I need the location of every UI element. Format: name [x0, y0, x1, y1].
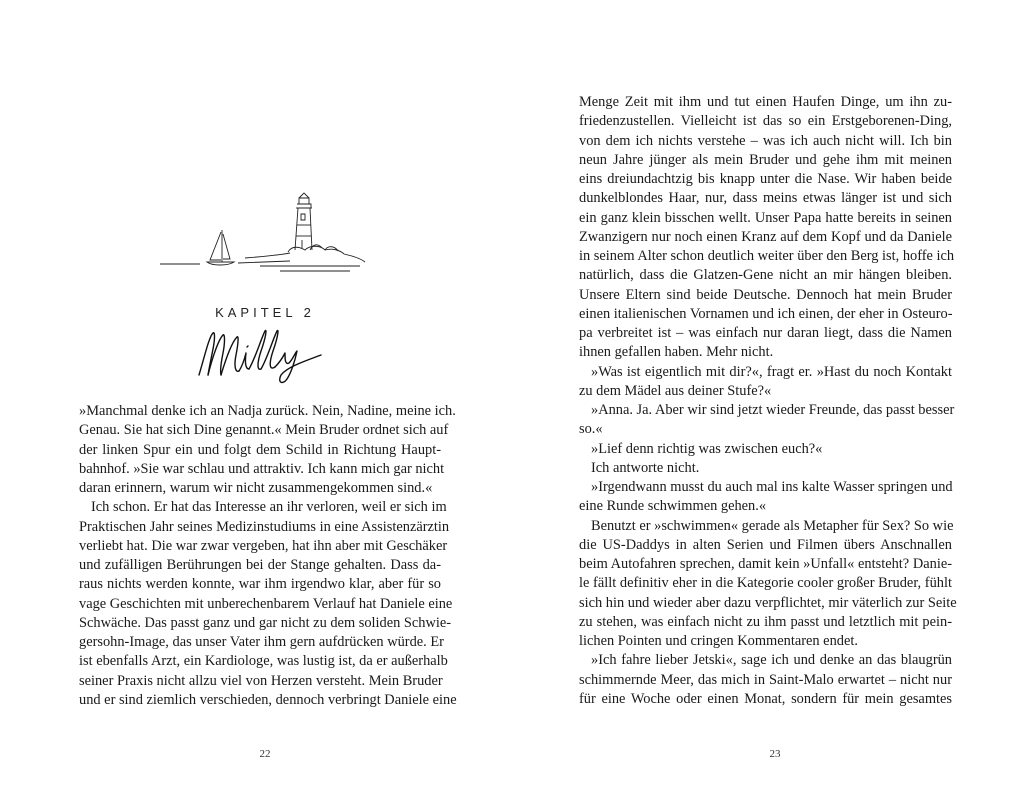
text-line: Menge Zeit mit ihm und tut einen Haufen Dinge, um ihn zu- [579, 94, 952, 110]
text-line: ihnen gefallen haben. Mehr nicht. [579, 344, 774, 361]
page-number: 23 [769, 748, 781, 760]
text-line: ein ganz klein bisschen wellt. Unser Papa hatte bereits in seinen [579, 209, 952, 226]
text-line: »Anna. Ja. Aber wir sind jetzt wieder Freunde, das passt besser [591, 402, 955, 418]
text-line: sich hin und wieder aber dazu verpflichtet, mir väterlich zur Seite [579, 594, 957, 611]
text-line: neun Jahre jünger als mein Bruder und gehe ihm mit meinen [579, 151, 952, 168]
text-line: Genau. Sie hat sich Dine genannt.« Mein Bruder ordnet sich auf [79, 422, 449, 439]
chapter-label: KAPITEL 2 [215, 305, 315, 320]
text-line: der linken Spur ein und folgt dem Schild in Richtung Haupt- [79, 441, 441, 458]
text-line: »Lief denn richtig was zwischen euch?« [591, 440, 823, 457]
text-line: lichen Pointen und cringen Kommentaren endet. [579, 633, 858, 649]
text-line: seiner Praxis nicht allzu viel von Herzen versteht. Mein Bruder [79, 672, 443, 689]
text-line: zu dem Mädel aus deiner Stufe?« [579, 382, 772, 399]
left-page-text [79, 402, 457, 710]
text-line: »Was ist eigentlich mit dir?«, fragt er. »Hast du noch Kontakt [591, 363, 952, 380]
text-line: für eine Woche oder einen Monat, sondern für mein gesamtes [579, 690, 952, 707]
text-line: »Irgendwann musst du auch mal ins kalte Wasser springen und [591, 479, 953, 495]
text-line: Schwäche. Das passt ganz und gar nicht zu dem soliden Schwie- [79, 614, 452, 631]
text-line: daran erinnern, warum wir nicht zusammengekommen sind.« [79, 480, 433, 496]
text-line: beim Autofahren sprechen, damit kein »Unfall« entsteht? Danie- [579, 556, 952, 572]
text-line: dunkelblondes Haar, nur, dass meins etwas länger ist und sich [579, 190, 952, 207]
text-line: Ich schon. Er hat das Interesse an ihr verloren, weil er sich im [91, 499, 447, 516]
text-line: raus nichts werden konnte, war ihm irgendwo klar, aber für so [79, 576, 441, 593]
text-line: so.« [579, 421, 603, 438]
text-line: einen italienischen Vornamen und ich einen, der eher in Osteuro- [579, 305, 953, 322]
right-page [510, 0, 1020, 812]
text-line: »Manchmal denke ich an Nadja zurück. Nein, Nadine, meine ich. [79, 403, 456, 419]
text-line: gersohn-Image, das unser Vater ihm gern aufdrücken würde. Er [79, 634, 444, 650]
text-line: schimmernde Meer, das mich in Saint-Malo erwartet – nicht nur [579, 671, 952, 688]
text-line: bahnhof. »Sie war schlau und attraktiv. Ich kann mich gar nicht [79, 460, 445, 477]
text-line: pa verbreitet ist – was einfach nur daran liegt, dass die Namen [579, 325, 952, 341]
text-line: Praktischen Jahr seines Medizinstudiums in eine Assistenzärztin [79, 518, 450, 535]
page-number: 22 [259, 748, 271, 760]
text-line: Unsere Eltern sind beide Deutsche. Dennoch hat mein Bruder [579, 286, 952, 303]
right-page-text [579, 93, 957, 709]
text-line: natürlich, dass die Glatzen-Gene nicht an mir hängen bleiben. [579, 267, 952, 284]
text-line: Ich antworte nicht. [591, 459, 700, 476]
signature-glyph [195, 325, 325, 385]
text-line: die US-Daddys in alten Serien und Filmen übers Anschnallen [579, 536, 952, 553]
text-line: Benutzt er »schwimmen« gerade als Metapher für Sex? So wie [591, 517, 954, 534]
lighthouse-sailboat-illustration [160, 190, 370, 275]
text-line: von dem ich nichts verstehe – was ich auch nicht will. Ich bin [579, 132, 952, 149]
text-line: verliebt hat. Die war zwar vergeben, hat ihn aber mit Geschäker [79, 537, 448, 554]
text-line: und zufälligen Berührungen bei der Stange gehalten. Dass da- [79, 557, 441, 573]
text-line: Zwanzigern nur noch einen Kranz auf dem Kopf und da Daniele [579, 228, 952, 245]
text-line: »Ich fahre lieber Jetski«, sage ich und denke an das blaugrün [591, 652, 952, 669]
text-line: ist ebenfalls Arzt, ein Kardiologe, was lustig ist, da er außerhalb [79, 653, 448, 670]
text-line: friedenzustellen. Vielleicht ist das so ein Erstgeborenen-Ding, [579, 113, 952, 130]
text-line: eine Runde schwimmen gehen.« [579, 498, 767, 515]
text-line: in seinem Alter schon deutlich weiter über den Berg ist, hoffe ich [579, 248, 955, 264]
chapter-name-signature [195, 325, 325, 385]
text-line: eins dreiundachtzig bis knapp unter die Nase. Wir haben beide [579, 171, 952, 187]
text-line: le fällt definitiv eher in die Kategorie cooler großer Bruder, fühlt [579, 575, 952, 592]
text-line: und er sind ziemlich verschieden, dennoch verbringt Daniele eine [79, 691, 457, 708]
text-line: zu stehen, was einfach nicht zu ihm passt und letztlich mit pein- [579, 613, 952, 630]
text-line: vage Geschichten mit unberechenbarem Verlauf hat Daniele eine [79, 595, 453, 612]
